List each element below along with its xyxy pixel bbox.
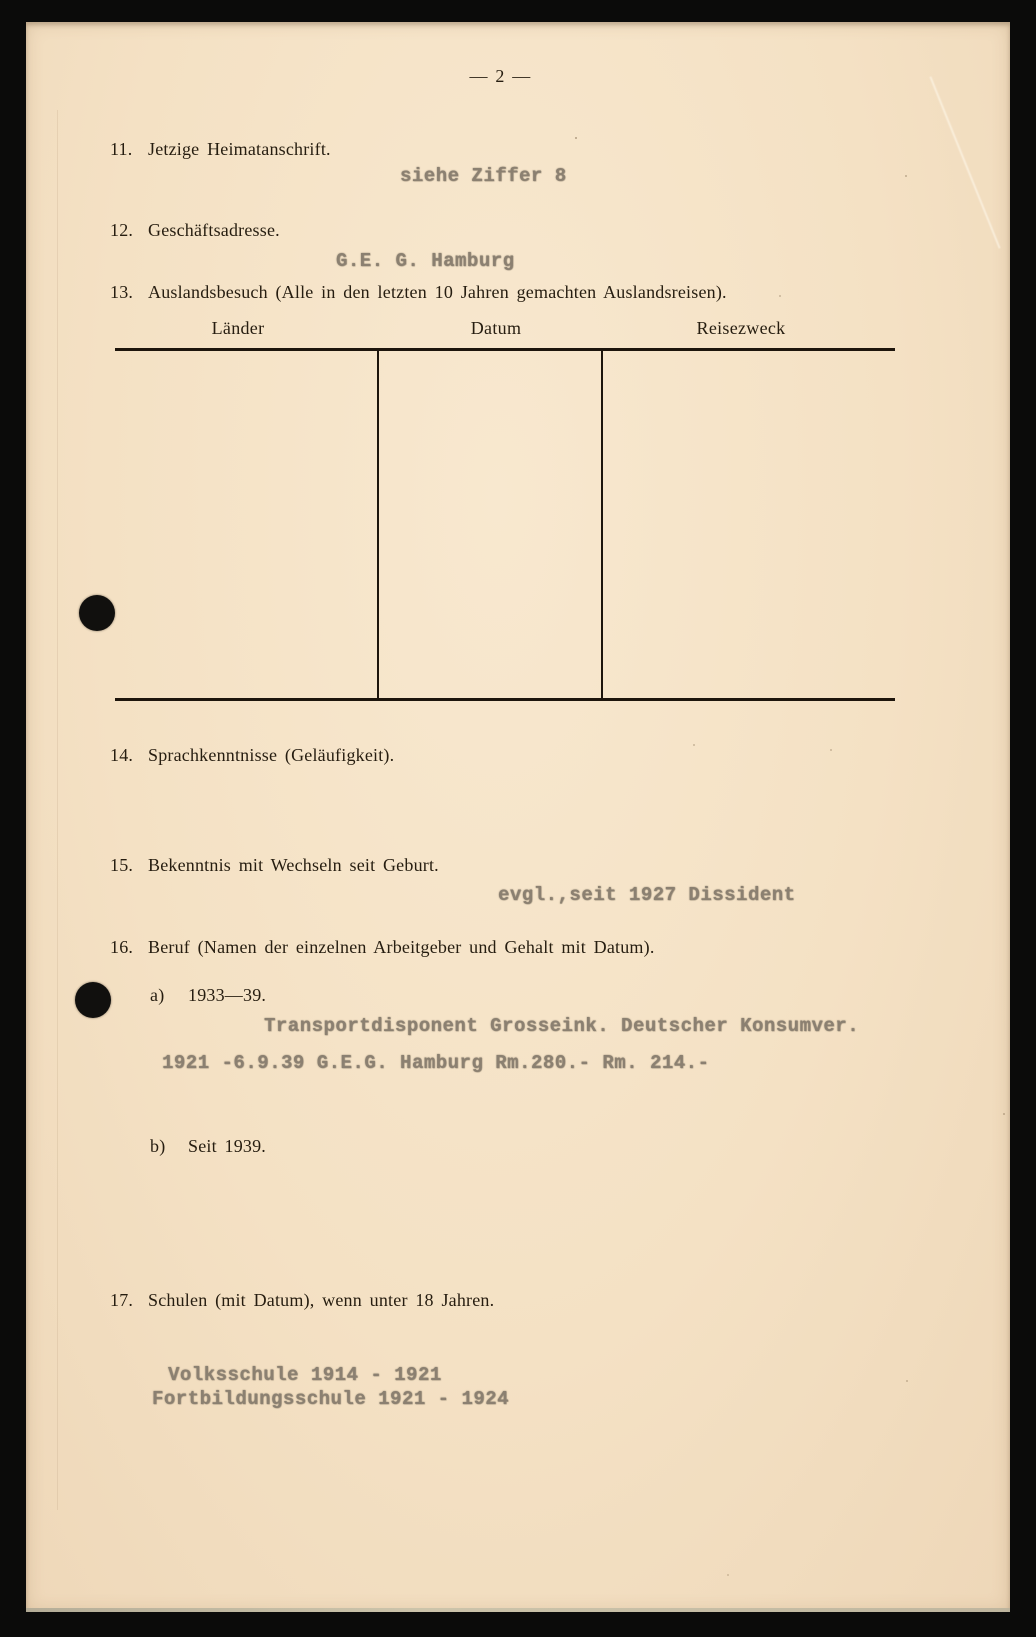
item-11-label: Jetzige Heimatanschrift. [148, 139, 331, 159]
item-13-number: 13. [110, 282, 134, 302]
item-17-typed-line-2: Fortbildungsschule 1921 - 1924 [152, 1388, 510, 1410]
item-14-number: 14. [110, 745, 134, 765]
item-16-label: Beruf (Namen der einzelnen Arbeitgeber und Gehalt mit Datum). [148, 937, 655, 957]
item-14-label: Sprachkenntnisse (Geläufigkeit). [148, 745, 395, 765]
table-header-laender: Länder [211, 318, 265, 338]
item-16b-marker: b) [150, 1136, 166, 1156]
item-16-number: 16. [110, 937, 134, 957]
item-12-typed-answer: G.E. G. Hamburg [336, 250, 515, 272]
paper-bottom-edge [26, 1608, 1010, 1612]
item-16a-value: 1933—39. [188, 985, 267, 1005]
item-16b-value: Seit 1939. [188, 1136, 267, 1156]
item-16a-typed-line-2: 1921 -6.9.39 G.E.G. Hamburg Rm.280.- Rm. 214.- [162, 1052, 710, 1074]
form-item-13 [110, 282, 727, 303]
form-item-16 [110, 937, 655, 958]
table-top-rule [115, 348, 895, 351]
paper-speckle [575, 137, 577, 139]
item-16a-typed-line-1: Transportdisponent Grosseink. Deutscher Konsumver. [264, 1015, 860, 1037]
item-12-number: 12. [110, 220, 134, 240]
item-11-typed-answer: siehe Ziffer 8 [400, 165, 567, 187]
hole-punch-top [79, 595, 115, 631]
form-item-14 [110, 745, 394, 766]
paper-crease [57, 110, 58, 1510]
item-16a-marker: a) [150, 985, 165, 1005]
table-header-reisezweck: Reisezweck [696, 318, 786, 338]
item-12-label: Geschäftsadresse. [148, 220, 280, 240]
page-number: — 2 — [469, 66, 531, 86]
item-17-label: Schulen (mit Datum), wenn unter 18 Jahren. [148, 1290, 495, 1310]
item-17-typed-line-1: Volksschule 1914 - 1921 [168, 1364, 442, 1386]
hole-punch-bottom [75, 982, 111, 1018]
form-item-17 [110, 1290, 494, 1311]
table-header-datum: Datum [470, 318, 522, 338]
form-item-15 [110, 855, 439, 876]
item-15-label: Bekenntnis mit Wechseln seit Geburt. [148, 855, 439, 875]
form-item-12 [110, 220, 280, 241]
item-11-number: 11. [110, 139, 133, 159]
table-column-divider-2 [601, 350, 603, 700]
item-17-number: 17. [110, 1290, 134, 1310]
item-15-number: 15. [110, 855, 134, 875]
table-column-divider-1 [377, 350, 379, 700]
table-bottom-rule [115, 698, 895, 701]
item-13-label: Auslandsbesuch (Alle in den letzten 10 Jahren gemachten Auslandsreisen). [148, 282, 727, 302]
item-15-typed-answer: evgl.,seit 1927 Dissident [498, 884, 796, 906]
form-item-11 [110, 139, 331, 160]
